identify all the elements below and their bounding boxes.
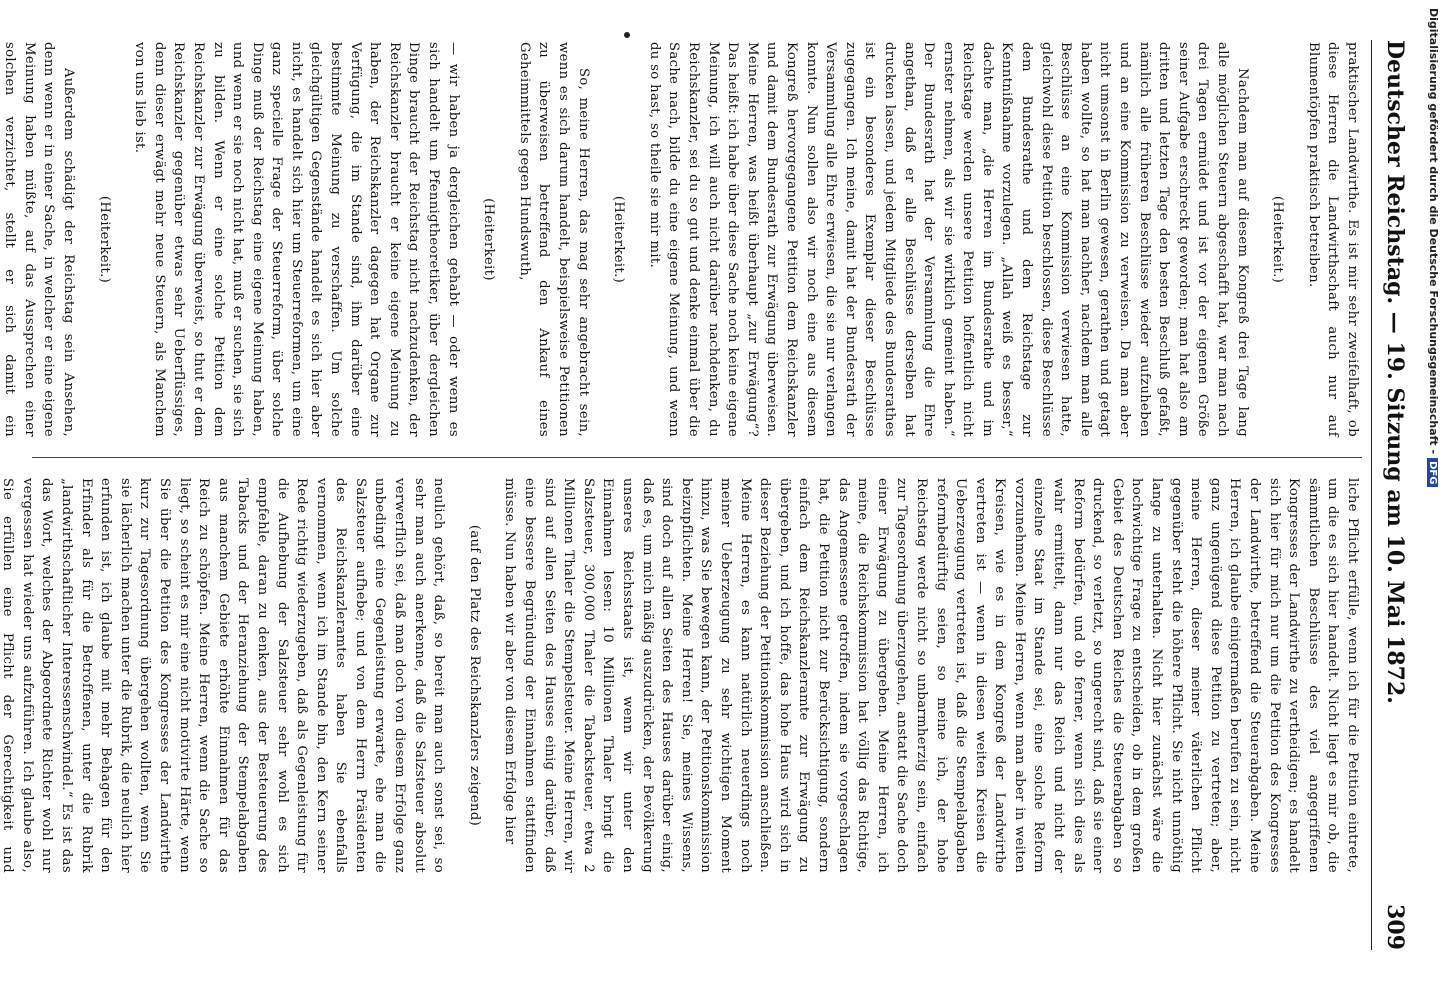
right-column [0,478,1362,873]
paragraph: — wir haben ja dergleichen gehabt — oder wenn es sich handelt um Pfennigtheoretiker, über dergleichen Dinge braucht der Reichstag nicht nachzudenken, der Reichskanzler braucht er keine eigene Meinung zu haben, der Reichskanzler dagegen hat Organe zur Verfügung, die im Stande sind, ihm darüber eine bestimmte Meinung zu verschaffen. Um solche gleichgültigen Gegenstände handelt es sich hier aber nicht, es handelt sich hier um Steuerreformen, um eine ganz specielle Frage der Steuerreform, über solche Dinge muß der Reichstag eine eigene Meinung haben, und wenn er sie noch nicht hat, muß er suchen, sie sich zu bilden. Wenn er eine solche Petition dem Reichskanzler zur Erwägung überweist, so thut er dem Reichskanzler gegenüber etwas sehr Ueberflüssiges, denn dieser erwägt mehr neue Steuern, als Manchem von uns lieb ist. [132,42,461,437]
rotated-page [0,20,1416,980]
reaction: (Heiterkeit.) [96,195,112,284]
stamp-caption: Digitalisierung gefördert durch die Deutsche Forschungsgemeinschaft - [1427,8,1440,455]
paragraph: Außerdem schädigt der Reichstag sein Ansehen, denn wenn er in einer Sache, in welcher er eine eigene Meinung haben müßte, auf das Aussprechen einer solchen verzichtet, stellt er sich damit ein [2,42,76,437]
paragraph: praktischer Landwirthe. Es ist mir sehr zweifelhaft, ob diese Herren die Landwirthschaft auch nur auf Blumentöpfen praktisch betreiben. [1305,42,1360,437]
page-number: 309 [1382,904,1408,950]
header-rule [1371,40,1372,950]
paragraph: Nachdem man auf diesem Kongreß drei Tage lang alle möglichen Steuern abgeschafft hat, war man nach drei Tagen ermüdet und ist vor der eigenen Größe seiner Aufgabe erschreckt geworden; man hat also am dritten und letzten Tage den besten Beschluß gefaßt, nämlich alle früheren Beschlüsse wieder aufzuheben und an eine Kommission zu verweisen. Da man aber nicht umsonst in Berlin gewesen, gerathen und getagt haben wollte, so hat man nachher, nachdem man alle Beschlüsse an eine Kommission verwiesen hatte, gleichwohl diese Petition beschlossen, diese Beschlüsse dem Bundesrathe und dem Reichstage zur Kenntnißnahme vorzulegen. „Allah weiß es besser,“ dachte man, „die Herren im Bundesrathe und im Reichstage werden unsere Petition hoffentlich nicht ernster nehmen, als wir sie wirklich gemeint haben.“ Der Bundesrath hat der Versammlung die Ehre angethan, daß er alle Beschlüsse derselben hat drucken lassen, und jedem Mitgliede des Bundesrathes ist ein besonderes Exemplar dieser Beschlüsse zugegangen. Ich meine, damit hat der Bundesrath der Versammlung alle Ehre erwiesen, die sie nur verlangen konnte. Nun sollen also wir noch eine aus diesem Kongreß hervorgegangene Petition dem Reichskanzler und damit dem Bundesrath zur Erwägung überweisen. Meine Herren, was heißt überhaupt „zur Erwägung“? Das heißt: ich habe über diese Sache noch keine eigene Meinung, ich will auch nicht darüber nachdenken, du Reichskanzler, sei du so gut und denke einmal über die Sache nach, bilde du eine eigene Meinung, und wenn du so hast, so theile sie mir mit. [646,42,1250,437]
paragraph: liche Pflicht erfülle, wenn ich für die Petition eintrete, um die es sich hier handelt. Nicht liegt es mir ob, die sämmtlichen Beschlüsse des viel angegriffenen Kongresses der Landwirthe zu vertheidigen; es handelt sich hier für mich nur um die Petition des Kongresses der Landwirthe, betreffend die Steuerabgaben. Meine Herren, ich glaube einigermaßen berufen zu sein, nicht ganz ungenügend diese Petition zu vertreten; aber, meine Herren, dieser meiner väterlichen Pflicht gegenüber steht die höhere Pflicht. Sie nicht unnöthig lange zu unterhalten. Nicht hier zunächst wäre die hochwichtige Frage zu entscheiden, ob in dem großen Gebiet des Deutschen Reiches die Steuerabgaben so druckend, so verletzt, so ungerecht sind, daß sie einer Reform bedürfen, und ob ferner, wenn sich dies als wahr ermittelt, dann nur das Reich und nicht der einzelne Staat im Stande sei, eine solche Reform vorzunehmen. Meine Herren, wenn man aber in weiten Kreisen, wie es in dem Kongreß der Landwirthe vertreten ist — wenn in diesen weiten Kreisen die Ueberzeugung vertreten ist, daß die Stempelabgaben reformbedürftig seien, so meine ich, der hohe Reichstag werde nicht so unbarmherzig sein, einfach zur Tagesordnung überzugehen, anstatt die Sache doch einer Erwägung zu übergeben. Meine Herren, ich meine, die Reichskommission hat völlig das Richtige, das Angemessene getroffen, indem sie vorgeschlagen hat, die Petition nicht zur Berücksichtigung, sondern einfach dem Reichskanzleramte zur Erwägung zu übergeben, und ich hoffe, das hohe Haus wird sich in dieser Beziehung der Petitionskommission anschließen. Meine Herren, es kann natürlich neuerdings noch meiner Ueberzeugung zu sehr wichtigen Moment hinzu, was Sie bewegen kann, der Petitionskommission beizupflichten. Meine Herren! Sie, meines Wissens, sind doch auf allen Seiten des Hauses darüber einig, daß es, um mich mäßig auszudrücken, der Bevölkerung unseres Reichsstaats ist, wenn wir unter den Einnahmen lesen: 10 Millionen Thaler bringt die Salzsteuer, 300,000 Thaler die Tabacksteuer, etwa 2 Millionen Thaler die Stempelsteuer. Meine Herren, wir sind auf allen Seiten des Hauses einig darüber, daß eine bessere Begründung der Einnahmen stattfinden müsse. Nun haben wir aber von diesem Erfolge hier [502,478,1360,873]
dfg-badge: DFG [1427,458,1438,487]
reaction: (Heiterkeit.) [1270,195,1286,284]
digitization-stamp [1418,8,1440,998]
reaction: (auf den Platz des Reichskanzlers zeigend) [466,524,482,827]
column-divider [32,457,1362,458]
left-column [0,42,1362,437]
paragraph: neulich gehört, daß, so bereit man auch sonst sei, so sehr man auch anerkenne, daß die Salzsteuer absolut verwerflich sei, daß man doch von diesem Erfolge ganz unbedingt eine Gegenleistung erwarte, ehe man die Salzsteuer aufhebe; und von dem Herrn Präsidenten des Reichskanzleramtes haben Sie ebenfalls vernommen, wenn ich im Stande bin, den Kern seiner Rede richtig wiederzugeben, daß als Gegenleistung für die Aufhebung der Salzsteuer sehr wohl es sich empfehle, daran zu denken, aus der Besteuerung des Tabacks und der Heranziehung der Stempelabgaben aus manchem Gebiete erhöhte Einnahmen für das Reich zu schöpfen. Meine Herren, wenn die Sache so liegt, so scheint es mir eine nicht motivirte Härte, wenn Sie über die Petition des Kongresses der Landwirthe kurz zur Tagesordnung übergehen wollten, wenn Sie sie lächerlich machen unter die Rubrik, die neulich hier erfunden ist, ich glaube mit mehr Behagen für den Erfinder als für die Betroffenen, unter die Rubrik „landwirthschaftlicher Interessenschwindel.“ Es ist das das Wort, welches der Abgeordnete Richter wohl nur vergessen hat wieder uns aufzuführen. Ich glaube also, Sie erfüllen eine Pflicht der Gerechtigkeit und [0,478,447,873]
page-header [1368,40,1408,950]
stamp-text [1427,8,1440,487]
paragraph: So, meine Herren, das mag sehr angebracht sein, wenn es sich darum handelt, beispielsweise Petitionen zu überweisen betreffend den Ankauf eines Geheimmittels gegen Hundswuth, [516,42,591,437]
reaction: (Heiterkeit) [481,198,497,281]
reaction: (Heiterkeit.) [611,195,627,284]
running-head: Deutscher Reichstag. — 19. Sitzung am 10. Mai 1872. [1382,40,1408,704]
